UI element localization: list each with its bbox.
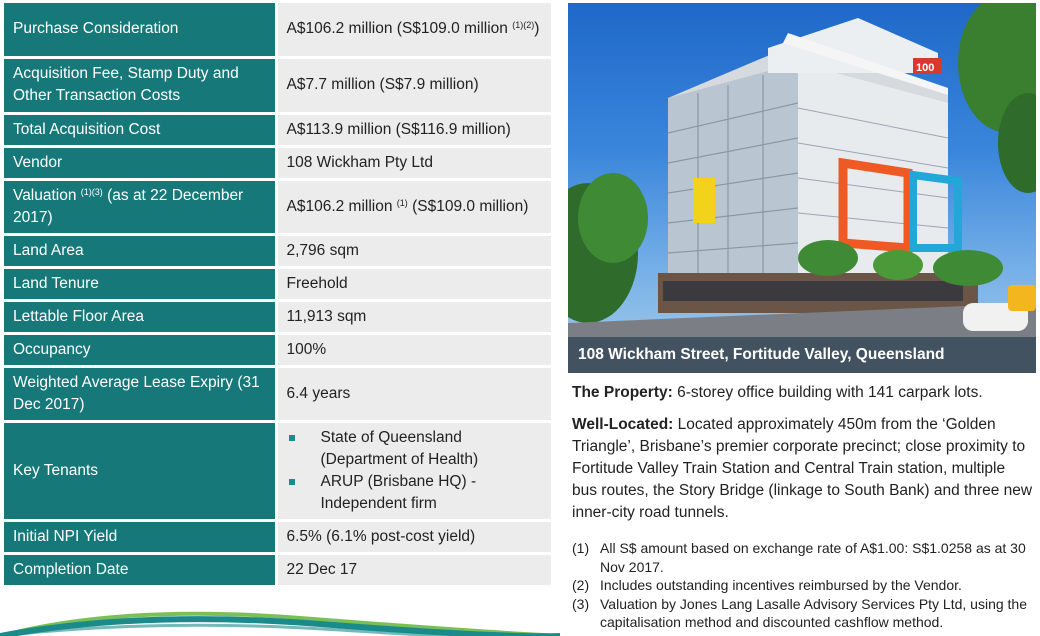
row-value: 22 Dec 17 [276, 553, 551, 586]
row-value: A$106.2 million (S$109.0 million $^{(1)(2)}$) [276, 3, 551, 57]
building-sign: 100 [916, 62, 935, 74]
property-photo [568, 3, 1036, 373]
row-label: Valuation $^{(1)(3)}$ (as at 22 December 2017) [4, 179, 276, 234]
row-value: 2,796 sqm [276, 234, 551, 267]
table-row [4, 234, 551, 267]
table-row [4, 520, 551, 553]
row-value: 6.5% (6.1% post-cost yield) [276, 520, 551, 553]
row-value: A$7.7 million (S$7.9 million) [276, 57, 551, 113]
square-bullet-icon [289, 435, 295, 441]
key-facts-table [4, 3, 551, 588]
row-label: Land Area [4, 234, 276, 267]
footnote: (2) Includes outstanding incentives reimbursed by the Vendor. [572, 577, 962, 593]
table-row [4, 366, 551, 421]
row-label: Key Tenants [4, 421, 276, 520]
tenant-list [287, 427, 544, 515]
table-row [4, 553, 551, 586]
row-label: Completion Date [4, 553, 276, 586]
row-label: Land Tenure [4, 267, 276, 300]
row-value: 11,913 sqm [276, 300, 551, 333]
property-description [572, 382, 1034, 534]
table-row [4, 421, 551, 520]
table-row [4, 3, 551, 57]
list-item: State of Queensland (Department of Health) [287, 427, 544, 471]
row-value: 6.4 years [276, 366, 551, 421]
decorative-wave-graphic [0, 596, 560, 636]
row-value: A$106.2 million $^{(1)}$ (S$109.0 million) [276, 179, 551, 234]
row-label: Weighted Average Lease Expiry (31 Dec 2017) [4, 366, 276, 421]
footnotes [572, 539, 1038, 632]
row-label: Vendor [4, 146, 276, 179]
footnote: (3) Valuation by Jones Lang Lasalle Advisory Services Pty Ltd, using the capitalisation method and discounted cashflow method. [572, 595, 1027, 630]
row-label: Lettable Floor Area [4, 300, 276, 333]
location-summary: Well-Located: Located approximately 450m from the ‘Golden Triangle’, Brisbane’s premier corporate precinct; close proximity to Fortitude Valley Train Station and Central Train station, multiple bus routes, the Story Bridge (linkage to South Bank) and three new inner-city road tunnels. [572, 416, 1033, 521]
table-row [4, 146, 551, 179]
row-label: Initial NPI Yield [4, 520, 276, 553]
row-label: Acquisition Fee, Stamp Duty and Other Transaction Costs [4, 57, 276, 113]
square-bullet-icon [289, 479, 295, 485]
table-row [4, 179, 551, 234]
row-value: A$113.9 million (S$116.9 million) [276, 113, 551, 146]
table-row [4, 113, 551, 146]
table-row [4, 333, 551, 366]
row-value: 108 Wickham Pty Ltd [276, 146, 551, 179]
row-value: 100% [276, 333, 551, 366]
photo-caption: 108 Wickham Street, Fortitude Valley, Queensland [568, 337, 1036, 373]
row-label: Total Acquisition Cost [4, 113, 276, 146]
building-illustration [568, 3, 1036, 373]
property-summary: The Property: 6-storey office building with 141 carpark lots. [572, 384, 983, 401]
table-row [4, 57, 551, 113]
row-label: Purchase Consideration [4, 3, 276, 57]
table-row [4, 267, 551, 300]
table-row [4, 300, 551, 333]
row-label: Occupancy [4, 333, 276, 366]
row-value: Freehold [276, 267, 551, 300]
list-item: ARUP (Brisbane HQ) - Independent firm [287, 471, 544, 515]
footnote: (1) All S$ amount based on exchange rate of A$1.00: S$1.0258 as at 30 Nov 2017. [572, 540, 1026, 575]
row-value [276, 421, 551, 520]
